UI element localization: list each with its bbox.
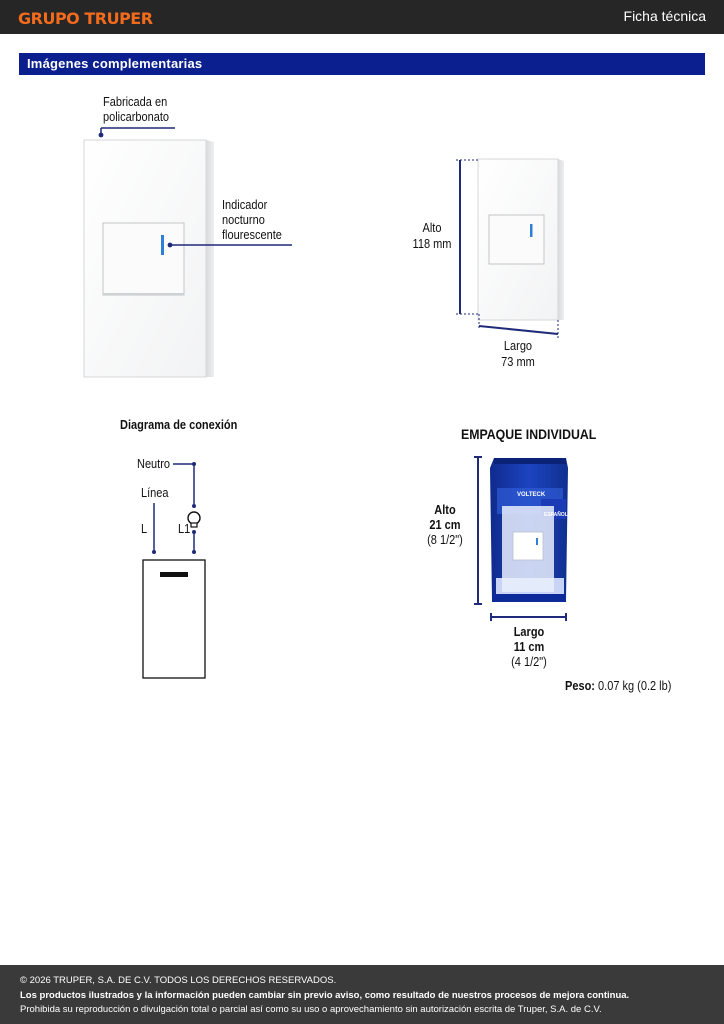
- footer-copyright: © 2026 TRUPER, S.A. DE C.V. TODOS LOS DERECHOS RESERVADOS.: [20, 975, 337, 986]
- package-title: EMPAQUE INDIVIDUAL: [461, 426, 597, 442]
- neutral-label: Neutro: [137, 457, 171, 471]
- brand-logo: GRUPO TRUPER: [18, 9, 153, 28]
- footer-prohibition: Prohibida su reproducción o divulgación total o parcial así como su uso o aprovechamiento sin autorización escrita de Truper, S.A. de C.V.: [20, 1004, 602, 1015]
- height-value: 118 mm: [412, 237, 452, 251]
- package-weight: [565, 679, 671, 694]
- package-width-label: Largo: [513, 625, 545, 639]
- document-type-label: Ficha técnica: [623, 8, 706, 24]
- package-height-label: Alto: [434, 503, 456, 517]
- width-label: Largo: [503, 339, 533, 353]
- material-label-line2: policarbonato: [103, 110, 170, 124]
- package-height-line: [474, 457, 482, 604]
- package-height-cm: 21 cm: [429, 518, 461, 532]
- indicator-label-line3: flourescente: [222, 228, 282, 242]
- material-callout: [99, 128, 175, 137]
- switch-plate-large: [84, 140, 214, 377]
- footer-notice: Los productos ilustrados y la información pueden cambiar sin previo aviso, como resultado de nuestros procesos de mejora continua.: [20, 990, 630, 1001]
- package-bag: [490, 458, 568, 602]
- package-width-in: (4 1/2"): [511, 655, 547, 669]
- indicator-label-line1: Indicador: [222, 198, 268, 212]
- width-value: 73 mm: [501, 355, 535, 369]
- weight-label: Peso:: [565, 679, 595, 693]
- night-indicator: [161, 235, 164, 255]
- switch-plate-small: [478, 159, 564, 320]
- package-width-line: [491, 613, 566, 621]
- diagram-title: Diagrama de conexión: [120, 418, 238, 432]
- section-title: Imágenes complementarias: [27, 56, 203, 71]
- switch-outline: [143, 560, 205, 678]
- dimension-height-line: [456, 160, 478, 314]
- line-label: Línea: [141, 486, 169, 500]
- material-label-line1: Fabricada en: [103, 95, 168, 109]
- weight-value: 0.07 kg (0.2 lb): [598, 679, 672, 693]
- terminal-l1-label: L1: [178, 522, 191, 536]
- terminal-l-label: L: [141, 522, 148, 536]
- package-height-in: (8 1/2"): [427, 533, 463, 547]
- package-brand-logo: VOLTECK: [517, 492, 546, 498]
- package-language-tag: ESPAÑOL: [544, 512, 568, 518]
- package-width-cm: 11 cm: [513, 640, 545, 654]
- footer: [0, 965, 724, 1024]
- indicator-label-line2: nocturno: [222, 213, 265, 227]
- height-label: Alto: [422, 221, 442, 235]
